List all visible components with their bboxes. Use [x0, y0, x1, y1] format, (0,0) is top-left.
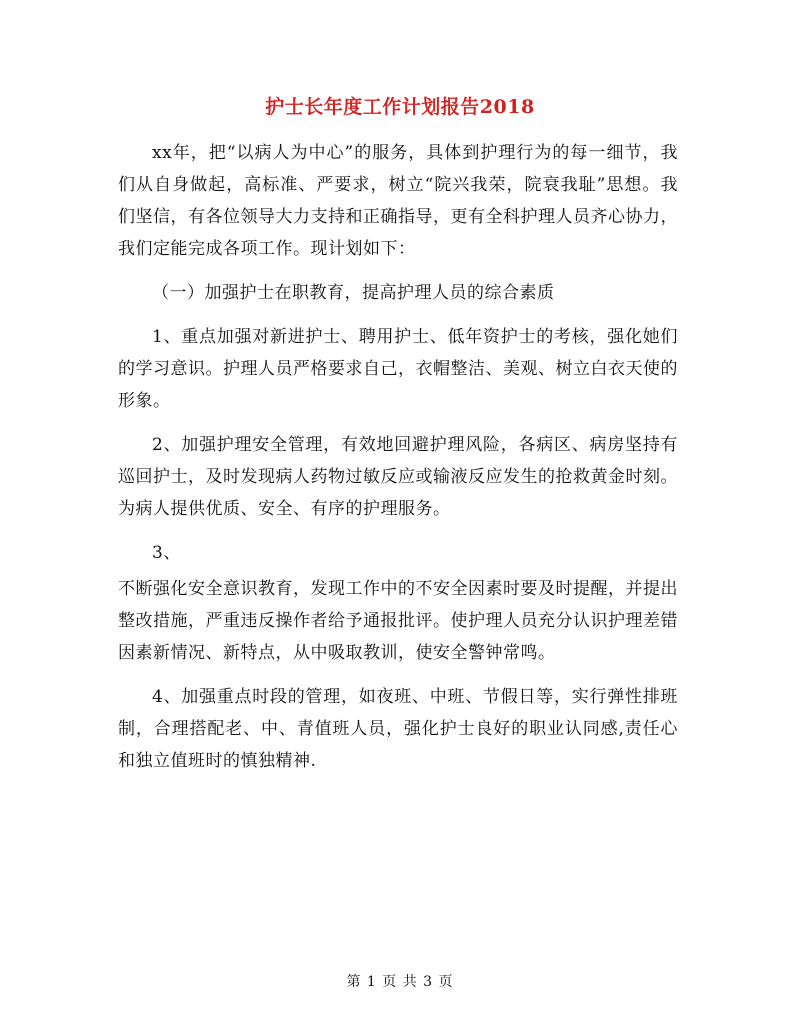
item-2-paragraph: 2、加强护理安全管理，有效地回避护理风险，各病区、病房坚持有巡回护士，及时发现病人药物过敏反应或输液反应发生的抢救黄金时刻。为病人提供优质、安全、有序的护理服务。: [118, 435, 678, 519]
item-3-number: 3、: [152, 543, 181, 563]
item-1-paragraph: 1、重点加强对新进护士、聘用护士、低年资护士的考核，强化她们的学习意识。护理人员严格要求自己，衣帽整洁、美观、树立白衣天使的形象。: [118, 327, 678, 411]
document-body: [118, 137, 678, 777]
item-3-paragraph: 不断强化安全意识教育，发现工作中的不安全因素时要及时提醒，并提出整改措施，严重违反操作者给予通报批评。使护理人员充分认识护理差错因素新情况、新特点，从中吸取教训，使安全警钟常鸣。: [118, 579, 678, 663]
intro-paragraph: xx年，把“以病人为中心”的服务，具体到护理行为的每一细节，我们从自身做起，高标准、严要求，树立“院兴我荣，院衰我耻”思想。我们坚信，有各位领导大力支持和正确指导，更有全科护理人员齐心协力，我们定能完成各项工作。现计划如下：: [118, 143, 678, 259]
section-heading: （一）加强护士在职教育，提高护理人员的综合素质: [152, 283, 555, 303]
document-title: 护士长年度工作计划报告2018: [265, 96, 535, 118]
item-4-paragraph: 4、加强重点时段的管理，如夜班、中班、节假日等，实行弹性排班制，合理搭配老、中、青值班人员，强化护士良好的职业认同感,责任心和独立值班时的慎独精神.: [118, 687, 678, 771]
page-number-footer: 第 1 页 共 3 页: [346, 974, 454, 990]
